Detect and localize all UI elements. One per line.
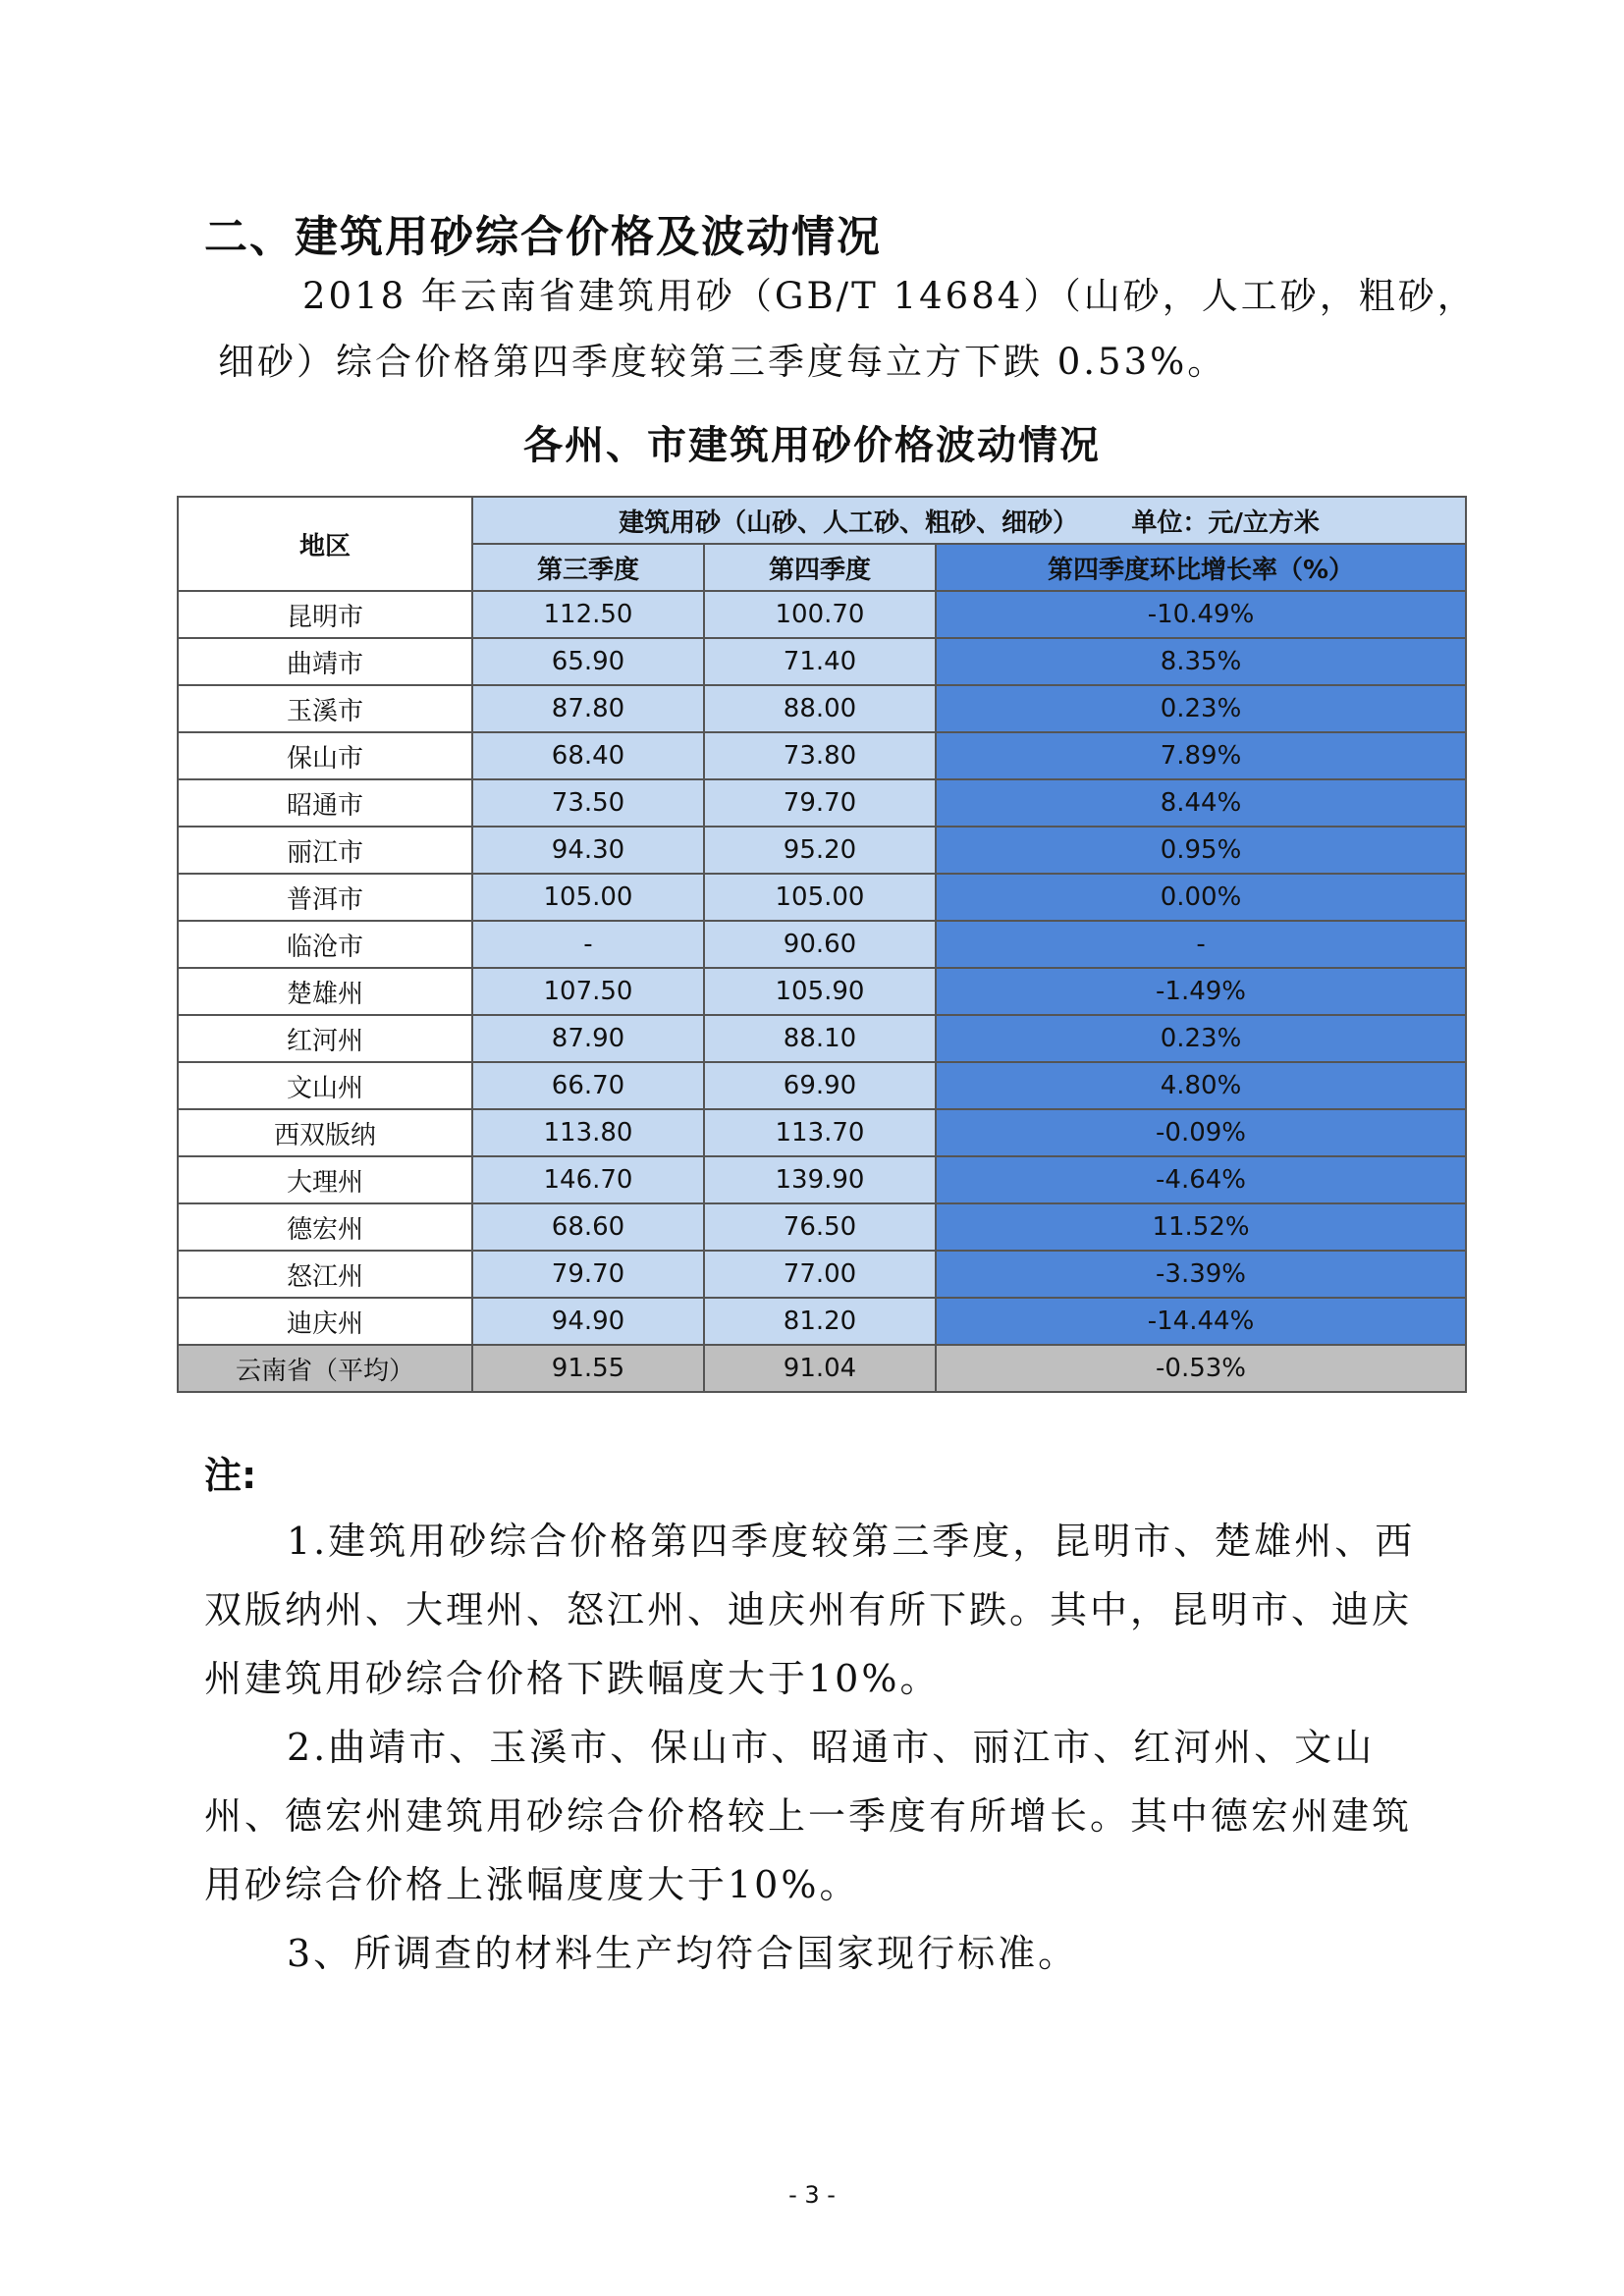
intro-line-1: 2018 年云南省建筑用砂（GB/T 14684）（山砂，人工砂，粗砂， xyxy=(302,275,1477,317)
page-number: - 3 - xyxy=(788,2181,836,2209)
table-row xyxy=(178,827,1466,874)
table-row xyxy=(178,591,1466,638)
region-cell: 迪庆州 xyxy=(178,1298,472,1345)
rate-cell: 0.95% xyxy=(936,827,1466,874)
table-row xyxy=(178,638,1466,685)
note-item-1: 1.建筑用砂综合价格第四季度较第三季度，昆明市、楚雄州、西双版纳州、大理州、怒江州、迪庆州有所下跌。其中，昆明市、迪庆州建筑用砂综合价格下跌幅度大于10%。 xyxy=(204,1520,1416,1700)
region-cell: 楚雄州 xyxy=(178,968,472,1015)
rate-cell: 8.35% xyxy=(936,638,1466,685)
q4-cell: 71.40 xyxy=(704,638,936,685)
table-row xyxy=(178,968,1466,1015)
table-row xyxy=(178,1156,1466,1203)
rate-cell: - xyxy=(936,921,1466,968)
table-row xyxy=(178,1109,1466,1156)
q3-cell: 87.90 xyxy=(472,1015,704,1062)
rate-cell: 11.52% xyxy=(936,1203,1466,1251)
price-table xyxy=(177,496,1467,1393)
table-row xyxy=(178,732,1466,779)
average-region-cell: 云南省（平均） xyxy=(178,1345,472,1392)
q4-cell: 79.70 xyxy=(704,779,936,827)
q3-cell: 68.40 xyxy=(472,732,704,779)
rate-cell: -4.64% xyxy=(936,1156,1466,1203)
q3-cell: 68.60 xyxy=(472,1203,704,1251)
region-cell: 怒江州 xyxy=(178,1251,472,1298)
rate-cell: 0.23% xyxy=(936,685,1466,732)
q4-cell: 90.60 xyxy=(704,921,936,968)
q3-cell: 105.00 xyxy=(472,874,704,921)
q4-cell: 76.50 xyxy=(704,1203,936,1251)
q3-cell: 65.90 xyxy=(472,638,704,685)
q3-cell: 94.90 xyxy=(472,1298,704,1345)
q4-cell: 81.20 xyxy=(704,1298,936,1345)
notes-heading: 注: xyxy=(204,1454,257,1497)
note-item-3: 3、所调查的材料生产均符合国家现行标准。 xyxy=(287,1932,1079,1975)
q4-cell: 100.70 xyxy=(704,591,936,638)
region-cell: 红河州 xyxy=(178,1015,472,1062)
q4-cell: 105.90 xyxy=(704,968,936,1015)
rate-cell: -10.49% xyxy=(936,591,1466,638)
q4-cell: 88.10 xyxy=(704,1015,936,1062)
rate-cell: -3.39% xyxy=(936,1251,1466,1298)
rate-cell: 0.23% xyxy=(936,1015,1466,1062)
q3-cell: 79.70 xyxy=(472,1251,704,1298)
q3-cell: 146.70 xyxy=(472,1156,704,1203)
q3-cell: - xyxy=(472,921,704,968)
table-row xyxy=(178,779,1466,827)
rate-cell: 4.80% xyxy=(936,1062,1466,1109)
table-row xyxy=(178,874,1466,921)
rate-header: 第四季度环比增长率（%） xyxy=(936,544,1466,591)
table-row xyxy=(178,921,1466,968)
region-cell: 西双版纳 xyxy=(178,1109,472,1156)
group-header: 建筑用砂（山砂、人工砂、粗砂、细砂） 单位：元/立方米 xyxy=(472,497,1466,544)
q4-cell: 113.70 xyxy=(704,1109,936,1156)
section-title: 二、建筑用砂综合价格及波动情况 xyxy=(204,212,882,262)
q4-cell: 139.90 xyxy=(704,1156,936,1203)
region-cell: 文山州 xyxy=(178,1062,472,1109)
table-row xyxy=(178,1015,1466,1062)
q4-cell: 69.90 xyxy=(704,1062,936,1109)
region-cell: 昆明市 xyxy=(178,591,472,638)
q3-cell: 87.80 xyxy=(472,685,704,732)
rate-cell: 7.89% xyxy=(936,732,1466,779)
q3-header: 第三季度 xyxy=(472,544,704,591)
rate-cell: 0.00% xyxy=(936,874,1466,921)
rate-cell: -0.09% xyxy=(936,1109,1466,1156)
q3-cell: 107.50 xyxy=(472,968,704,1015)
q3-cell: 94.30 xyxy=(472,827,704,874)
q4-cell: 88.00 xyxy=(704,685,936,732)
region-cell: 昭通市 xyxy=(178,779,472,827)
rate-cell: -14.44% xyxy=(936,1298,1466,1345)
region-cell: 临沧市 xyxy=(178,921,472,968)
table-row xyxy=(178,1298,1466,1345)
table-row xyxy=(178,1251,1466,1298)
note-item-2: 2.曲靖市、玉溪市、保山市、昭通市、丽江市、红河州、文山州、德宏州建筑用砂综合价格较上一季度有所增长。其中德宏州建筑用砂综合价格上涨幅度度大于10%。 xyxy=(204,1726,1413,1906)
q3-cell: 73.50 xyxy=(472,779,704,827)
rate-cell: 8.44% xyxy=(936,779,1466,827)
q4-cell: 77.00 xyxy=(704,1251,936,1298)
q4-cell: 105.00 xyxy=(704,874,936,921)
table-title: 各州、市建筑用砂价格波动情况 xyxy=(523,423,1101,468)
q4-cell: 73.80 xyxy=(704,732,936,779)
table-row xyxy=(178,685,1466,732)
average-q4-cell: 91.04 xyxy=(704,1345,936,1392)
region-cell: 曲靖市 xyxy=(178,638,472,685)
table-row xyxy=(178,1203,1466,1251)
rate-cell: -1.49% xyxy=(936,968,1466,1015)
q4-header: 第四季度 xyxy=(704,544,936,591)
q3-cell: 66.70 xyxy=(472,1062,704,1109)
region-cell: 保山市 xyxy=(178,732,472,779)
region-cell: 德宏州 xyxy=(178,1203,472,1251)
region-header: 地区 xyxy=(178,497,472,591)
intro-line-2: 细砂）综合价格第四季度较第三季度每立方下跌 0.53%。 xyxy=(218,341,1227,383)
q3-cell: 112.50 xyxy=(472,591,704,638)
average-q3-cell: 91.55 xyxy=(472,1345,704,1392)
region-cell: 大理州 xyxy=(178,1156,472,1203)
region-cell: 丽江市 xyxy=(178,827,472,874)
q3-cell: 113.80 xyxy=(472,1109,704,1156)
region-cell: 玉溪市 xyxy=(178,685,472,732)
average-row xyxy=(178,1345,1466,1392)
table-body xyxy=(178,591,1466,1392)
region-cell: 普洱市 xyxy=(178,874,472,921)
q4-cell: 95.20 xyxy=(704,827,936,874)
table-row xyxy=(178,1062,1466,1109)
average-rate-cell: -0.53% xyxy=(936,1345,1466,1392)
